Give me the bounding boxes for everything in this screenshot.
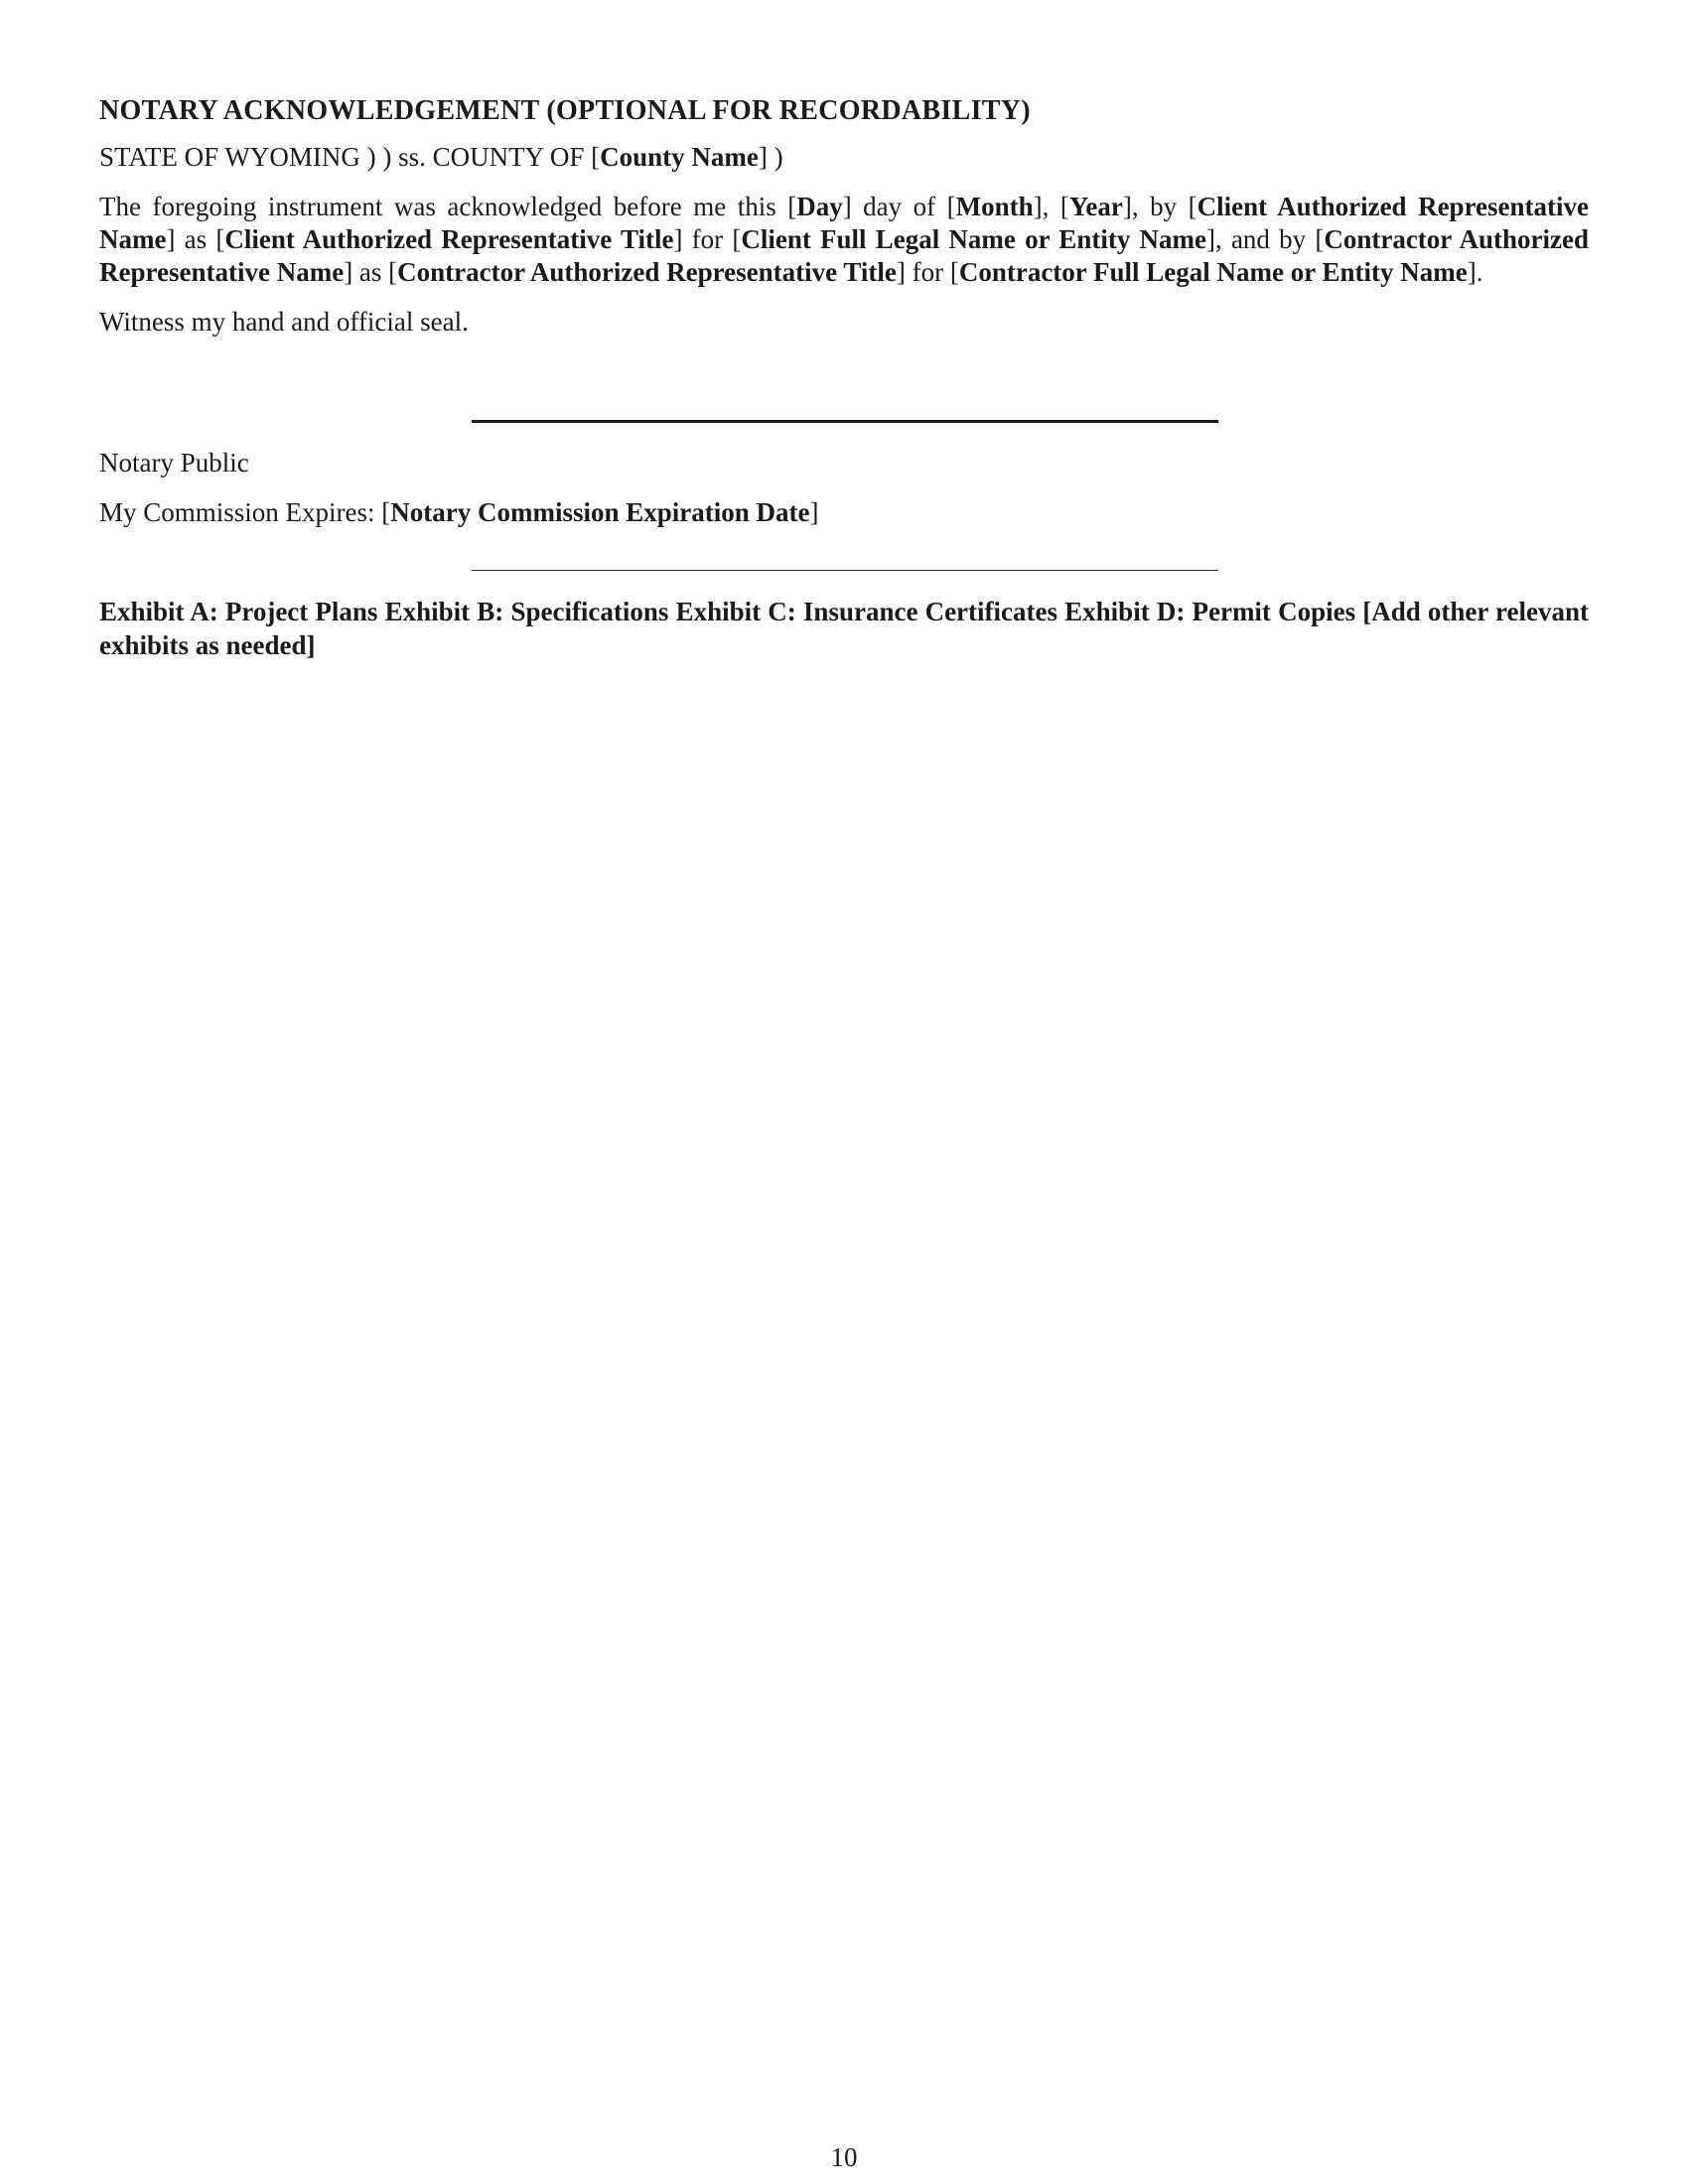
- commission-label: My Commission Expires: [: [99, 497, 391, 527]
- notary-signature-line: [472, 420, 1218, 423]
- section-heading: NOTARY ACKNOWLEDGEMENT (OPTIONAL FOR RECORDABILITY): [99, 95, 1031, 126]
- acknowledgement-paragraph: [99, 191, 1589, 289]
- venue-state-text: STATE OF WYOMING ) ) ss. COUNTY OF [: [99, 142, 601, 172]
- commission-date-placeholder: Notary Commission Expiration Date: [390, 497, 810, 527]
- ack-text: ] for [: [896, 257, 959, 287]
- month-placeholder: Month: [955, 192, 1034, 221]
- witness-line: Witness my hand and official seal.: [99, 307, 469, 337]
- county-name-placeholder: County Name: [600, 142, 759, 172]
- client-rep-name-placeholder: Client Authorized Representative Name: [99, 192, 1590, 254]
- ack-text: ], [: [1033, 192, 1069, 221]
- ack-text: ] as [: [166, 224, 225, 254]
- exhibit-c: Exhibit C: Insurance Certificates: [675, 597, 1057, 626]
- exhibits-list: [99, 595, 1589, 662]
- contractor-rep-name-placeholder: Contractor Authorized Representative Name: [99, 224, 1589, 287]
- ack-text: ].: [1467, 257, 1483, 287]
- page-number: 10: [830, 2142, 858, 2172]
- client-rep-title-placeholder: Client Authorized Representative Title: [224, 224, 674, 254]
- venue-suffix-text: ] ): [758, 142, 783, 172]
- exhibit-d: Exhibit D: Permit Copies: [1064, 597, 1356, 626]
- exhibit-other-placeholder: [Add other relevant exhibits as needed]: [99, 597, 1590, 660]
- ack-text: ] as [: [344, 257, 398, 287]
- ack-text: The foregoing instrument was acknowledged before me this [: [99, 192, 797, 221]
- exhibit-a: Exhibit A: Project Plans: [99, 597, 378, 626]
- exhibit-b: Exhibit B: Specifications: [384, 597, 669, 626]
- ack-text: ], and by [: [1206, 224, 1325, 254]
- section-divider-line: [472, 570, 1218, 571]
- ack-text: ], by [: [1122, 192, 1197, 221]
- ack-text: ] for [: [673, 224, 742, 254]
- ack-text: ] day of [: [842, 192, 956, 221]
- commission-suffix: ]: [809, 497, 819, 527]
- venue-line: [99, 141, 1589, 174]
- client-name-placeholder: Client Full Legal Name or Entity Name: [741, 224, 1206, 254]
- notary-public-label: Notary Public: [99, 448, 249, 478]
- notary-acknowledgement-section: [99, 94, 1589, 355]
- notary-block: [99, 447, 1589, 546]
- commission-expires-line: [99, 496, 1589, 529]
- contractor-name-placeholder: Contractor Full Legal Name or Entity Name: [958, 257, 1468, 287]
- contractor-rep-title-placeholder: Contractor Authorized Representative Title: [397, 257, 897, 287]
- year-placeholder: Year: [1068, 192, 1123, 221]
- day-placeholder: Day: [796, 192, 843, 221]
